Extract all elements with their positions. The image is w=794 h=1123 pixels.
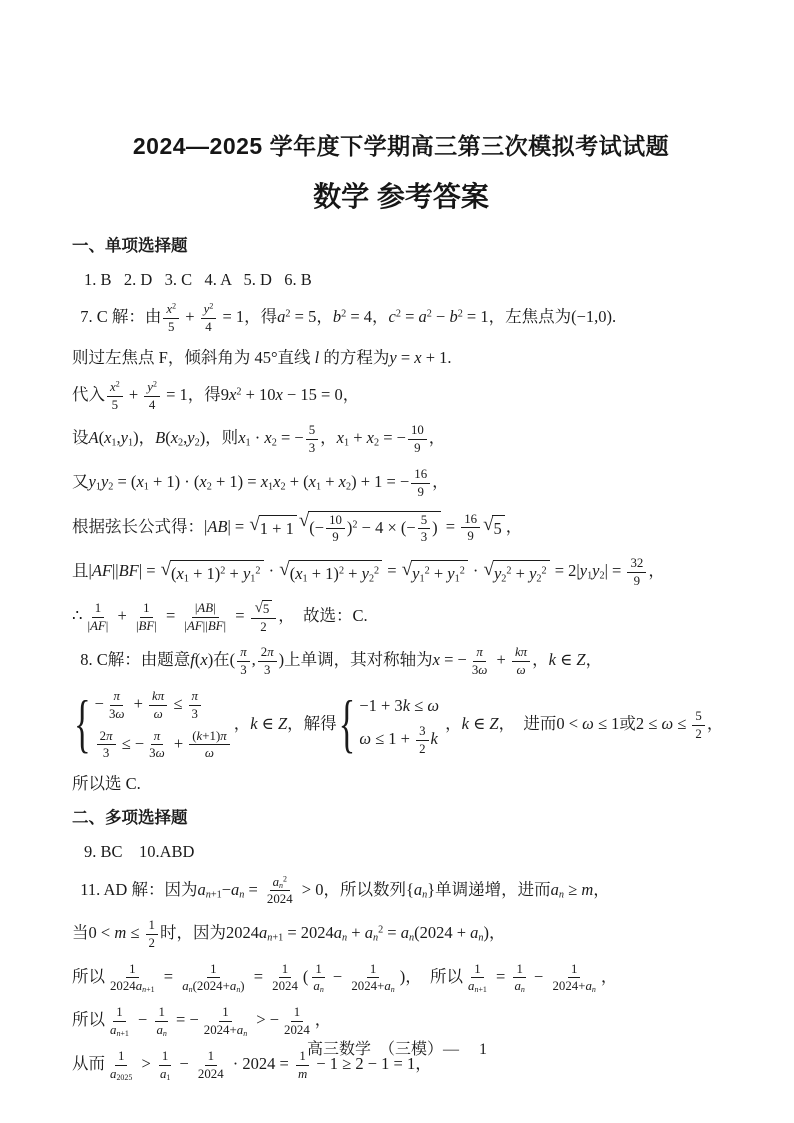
doc-line-math: 当0 < m ≤ $\frac{1}{2}$ 时，因为$2024a_{n+1} = 2024a_n + a_n^2 = a_n(2024 + a_n)$， [72,918,506,950]
doc-line-math: 则过左焦点 F，倾斜角为 45°直线 l 的方程为y = x + 1. [72,347,452,367]
doc-line-math: 设$A(x_1,y_1)$，$B(x_2,y_2)$，则$x_1 \cdot x_2$ = − $\frac{5}{3}$ ，$x_1 + x_2$ = − $\frac{10}{9}$ ， [72,423,446,456]
doc-line-answers: 9. BC 10.ABD [84,842,195,862]
doc-line-section: 二、多项选择题 [72,809,188,828]
doc-line-math: 所以 $\frac{1}{a_{n+1}}$ − $\frac{1}{a_n}$ = − $\frac{1}{2024+a_n}$ > − $\frac{1}{2024}$ ， [72,1005,332,1039]
doc-line-section: 一、单项选择题 [72,237,188,255]
page-title: 2024—2025 学年度下学期高三第三次模拟考试试题 [132,133,670,159]
doc-line-math: { − $\frac{\pi}{3\omega}$ + $\frac{k\pi}{\omega}$ ≤ $\frac{\pi}{3}$ $\frac{2\pi}{3}$ ≤ − $\frac{\pi}{3\omega}$ + $\frac{(k+1)\pi}{\omega}$ ，k ∈ Z，解得 { −1 + 3k ≤ ω ω ≤ 1 + $\frac{3}{2}$ k ，k ∈ Z， 进而0 < ω ≤ 1或2 ≤ ω ≤ $\frac{5}{2}$ ， [74,689,724,761]
doc-line-math: 又$y_1y_2 = (x_1 + 1) \cdot (x_2 + 1) = x_1x_2 + (x_1 + x_2) + 1$ = − $\frac{16}{9}$ ， [72,467,449,499]
doc-line-plain: 所以选 C. [72,774,141,794]
doc-line-math: 且|AF||BF| = √ $(x_1 + 1)^2 + y_1^2$ · √ $(x_1 + 1)^2 + y_2^2$ = √ $y_1^2 + y_1^2$ · √ $y_2^2 + y_2^2$ = $2|y_1y_2|$ = $\frac{32}{9}$ ， [72,556,665,589]
doc-line-math: 根据弦长公式得：|AB| = √ 1 + 1 √ (− $\frac{10}{9}$ )$^2$ − 4 × (− $\frac{5}{3}$ ) = $\frac{16}{9}$ √ 5 ， [72,509,523,545]
doc-line-answers: 1. B 2. D 3. C 4. A 5. D 6. B [84,270,312,290]
doc-line-math: 8. C解：由题意f(x)在( $\frac{\pi}{3}$ , $\frac{2\pi}{3}$ )上单调，其对称轴为x = − $\frac{\pi}{3\omega}$ + $\frac{k\pi}{\omega}$ ，k ∈ Z， [72,645,603,678]
doc-line-math: 所以 $\frac{1}{2024a_{n+1}}$ = $\frac{1}{a_n(2024+a_n)}$ = $\frac{1}{2024}$ ( $\frac{1}{a_n}$ − $\frac{1}{2024+a_n}$ )， 所以 $\frac{1}{a_{n+1}}$ = $\frac{1}{a_n}$ − $\frac{1}{2024+a_n}$ ， [72,961,618,995]
doc-line-math: ∴ $\frac{1}{|AF|}$ + $\frac{1}{|BF|}$ = $\frac{|AB|}{|AF||BF|}$ = √ 5 2 ， 故选：C. [72,599,368,634]
doc-line-math: 代入 $\frac{x^2}{5}$ + $\frac{y^2}{4}$ = 1，得$9x^2 + 10x - 15 = 0$， [72,379,360,412]
doc-line-math: 从而 $\frac{1}{a_{2025}}$ > $\frac{1}{a_1}$ − $\frac{1}{2024}$ · 2024 = $\frac{1}{m}$ − 1 ≥ 2 − 1 = 1， [72,1048,432,1082]
doc-line-math: 7. C 解：由 $\frac{x^2}{5}$ + $\frac{y^2}{4}$ = 1，得$a^2 = 5$，$b^2 = 4$，$c^2 = a^2 - b^2 = 1$，左焦点为(−1,0). [72,301,617,334]
page-footer: 高三数学 （三模）— 1 [306,1041,487,1058]
doc-line-math: 11. AD 解：因为$a_{n+1}-a_n$ = $\frac{a_n^2}{2024}$ > 0，所以数列$\{a_n\}$单调递增，进而$a_n \ge m$， [72,874,610,907]
document-body [72,235,730,1081]
page-subtitle: 数学 参考答案 [313,181,489,212]
